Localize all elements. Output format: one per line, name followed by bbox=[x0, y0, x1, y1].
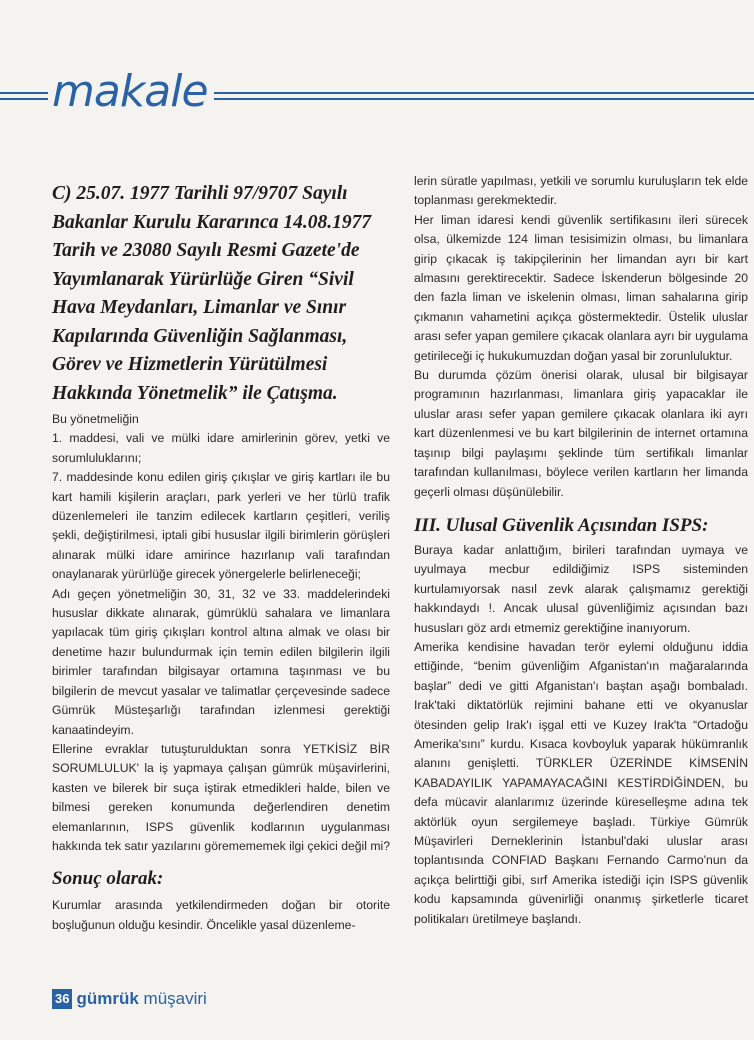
conclusion-heading: Sonuç olarak: bbox=[52, 868, 164, 890]
section-heading: III. Ulusal Güvenlik Açısından ISPS: bbox=[414, 514, 709, 536]
paragraph: lerin süratle yapılması, yetkili ve sorumlu kuruluşların tek elde toplanması gerekmektedir. bbox=[414, 174, 748, 208]
magazine-name-bold: gümrük bbox=[76, 989, 139, 1008]
left-column bbox=[52, 180, 390, 935]
paragraph: 7. maddesinde konu edilen giriş çıkışlar ve giriş kartları ile bu kart hamili kişilerin araçları, park yerleri ve her türlü trafik düzenlemeleri ile tanzim edilecek kartların çeşitleri, veriliş şekli, değiştirilmesi, iptali gibi hususlar ilgili birimlerin görüşleri alınarak mülki idare amirince hazırlanıp vali tarafından onaylanarak yürürlüğe girecek yönergelerle belirleneceği; bbox=[52, 470, 390, 582]
magazine-name-rest: müşaviri bbox=[143, 989, 207, 1008]
page-number: 36 bbox=[52, 989, 72, 1009]
paragraph: 1. maddesi, vali ve mülki idare amirlerinin görev, yetki ve sorumluluklarını; bbox=[52, 431, 390, 465]
paragraph: Kurumlar arasında yetkilendirmeden doğan bir otorite boşluğunun olduğu kesindir. Öncelikle yasal düzenleme- bbox=[52, 898, 390, 932]
paragraph: Bu yönetmeliğin bbox=[52, 412, 139, 426]
paragraph: Adı geçen yönetmeliğin 30, 31, 32 ve 33. maddelerindeki hususlar dikkate alınarak, gümrüklü sahalara ve limanlara yapılacak tüm giriş çıkışları kontrol altına almak ve olası bir denetime hazır bulundurmak için temin edilen bilgilerin ilgili birimler tarafından bilgisayar ortamına taşınması ve bu bilgilerin de mevcut yasalar ve talimatlar çerçevesinde sadece Gümrük Müsteşarlığı tarafından izlenmesi gerektiği kanaatindeyim. bbox=[52, 586, 390, 737]
article-heading: C) 25.07. 1977 Tarihli 97/9707 Sayılı Bakanlar Kurulu Kararınca 14.08.1977 Tarih ve 23080 Sayılı Resmi Gazete'de Yayımlanarak Yürürlüğe Giren “Sivil Hava Meydanları, Limanlar ve Sınır Kapılarında Güvenliğin Sağlanması, Görev ve Hizmetlerin Yürütülmesi Hakkında Yönetmelik” ile Çatışma. bbox=[52, 183, 372, 404]
paragraph: Bu durumda çözüm önerisi olarak, ulusal bir bilgisayar programının hazırlanması, limanlara giriş yapacaklar ile uluslar arası sefer yapan gemilere çıkacak olanlara iki ayrı kart düzenlenmesi ve bu kart bilgilerinin de internet ortamına taşınıp bilgi paylaşımı şeklinde tüm sertifikalı limanlar tarafından kullanılması, böylece verilen kartların her limanda geçerli olması düşünülebilir. bbox=[414, 368, 748, 499]
paragraph: Ellerine evraklar tutuşturulduktan sonra YETKİSİZ BİR SORUMLULUK' la iş yapmaya çalışan gümrük müşavirlerini, kasten ve bilerek bir suça iştirak etmedikleri halde, bilen ve bilmesi gereken konumunda değerlendiren denetim elemanlarının, ISPS güvenlik kodlarının uygulanması hakkında tek satır yazılarını göremememek ilgi çekici değil mi? bbox=[52, 741, 391, 853]
magazine-name bbox=[76, 989, 206, 1009]
right-column bbox=[414, 172, 748, 929]
page-footer bbox=[52, 988, 207, 1010]
section-title: makale bbox=[48, 64, 214, 120]
paragraph: Her liman idaresi kendi güvenlik sertifikasını ileri sürecek olsa, ülkemizde 124 liman tesisimizin olması, bu limanlara girip çıkacak iş takipçilerinin her limandan ayrı bir kart almasını gerektirecektir. Sadece İskenderun bölgesinde 20 den fazla liman ve iskelenin olması, liman sahalarına girip çıkmanın vahametini açıkça göstermektedir. Üstelik uluslar arası sefer yapan gemilere çıkacak olanlara ayrı bir uygulama getirileceği iç hukukumuzdan doğan yasal bir zorunluluktur. bbox=[414, 212, 748, 363]
paragraph: Amerika kendisine havadan terör eylemi olduğunu iddia ettiğinde, “benim güvenliğim Afganistan'ın mağaralarında başlar” dedi ve gitti Afganistan'ı baştan aşağı bombaladı. Irak'taki diktatörlük rejimini bahane etti ve okyanuslar ötesinden gelip Irak'ı işgal etti ve Kuzey Irak'ta “Ortadoğu Amerika'sını” kurdu. Kısaca kovboyluk yaparak hükümranlık alanını genişletti. TÜRKLER ÜZERİNDE KİMSENİN KABADAYILIK YAPAMAYACAĞINI KESTİRDİĞİNDEN, bu defa mücavir alanlarımız üzerinde küreselleşme adına tek aktörlük oyun sergilemeye başladı. Türkiye Gümrük Müşavirleri Derneklerinin İstanbul'daki uluslar arası toplantısında CONFIAD Başkanı Fernando Carmo'nun da açıkça belirttiği gibi, sırf Amerika istediği için ISPS güvenlik kodu kapsamında güvenirliği onanmış şirketlerle ticaret politikaları üretilmeye başlandı. bbox=[414, 639, 748, 926]
paragraph: Buraya kadar anlattığım, birileri tarafından uymaya ve uyulmaya mecbur edildiğimiz ISPS sisteminden kurtulamıyorsak nasıl zevk alarak çalışmamız gerektiği hakkındaydı !. Ancak ulusal güvenliğimiz açısından bazı hususları göz ardı etmemiz gerektiğine inanıyorum. bbox=[414, 542, 748, 635]
